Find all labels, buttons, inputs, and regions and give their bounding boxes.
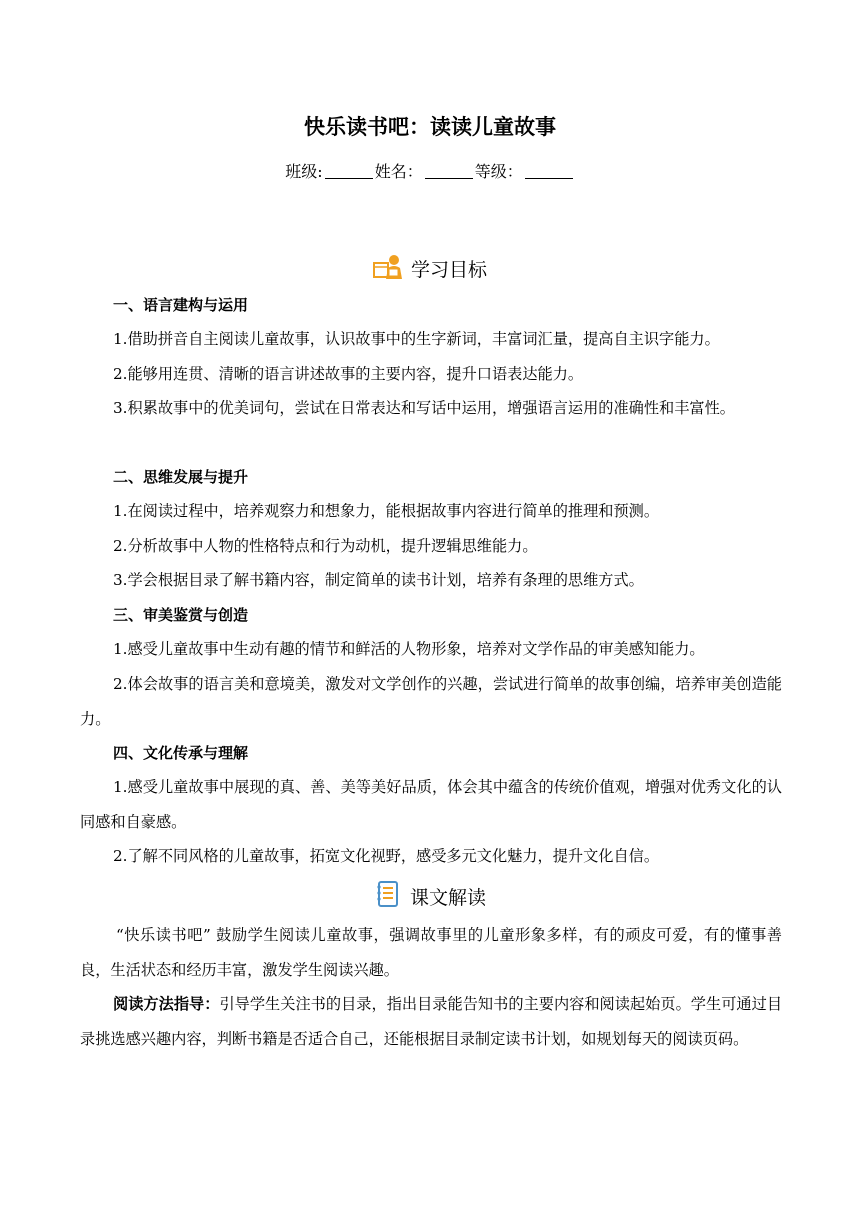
document-title: 快乐读书吧：读读儿童故事 [304, 115, 556, 139]
name-label: 姓名： [374, 162, 423, 181]
reading-method-body: 引导学生关注书的目录，指出目录能告知书的主要内容和阅读起始页。学生可通过目录挑选感兴趣内容，判断书籍是否适合自己，还能根据目录制定读书计划，如规划每天的阅读页码。 [80, 995, 783, 1048]
goal-item: 2.能够用连贯、清晰的语言讲述故事的主要内容，提升口语表达能力。 [113, 365, 584, 383]
class-blank[interactable] [325, 162, 373, 179]
group-title: 二、思维发展与提升 [113, 468, 249, 486]
goal-item: 1.感受儿童故事中生动有趣的情节和鲜活的人物形象，培养对文学作品的审美感知能力。 [113, 640, 705, 658]
goal-item: 1.借助拼音自主阅读儿童故事，认识故事中的生字新词，丰富词汇量，提高自主识字能力。 [113, 330, 720, 348]
goal-item: 3.积累故事中的优美词句，尝试在日常表达和写话中运用，增强语言运用的准确性和丰富性。 [113, 399, 735, 417]
student-info-line [0, 160, 860, 184]
section-heading-label: 课文解读 [409, 886, 486, 909]
goal-item: 3.学会根据目录了解书籍内容，制定简单的读书计划，培养有条理的思维方式。 [113, 571, 644, 589]
reading-method-lead: 阅读方法指导： [113, 995, 220, 1013]
section-heading-interpretation [0, 880, 860, 912]
goal-item: 2.分析故事中人物的性格特点和行为动机，提升逻辑思维能力。 [113, 537, 538, 555]
section-heading-goals [0, 252, 860, 284]
goal-item: 1.在阅读过程中，培养观察力和想象力，能根据故事内容进行简单的推理和预测。 [113, 502, 660, 520]
goal-item: 2.体会故事的语言美和意境美，激发对文学创作的兴趣，尝试进行简单的故事创编，培养审美创造能力。 [80, 675, 782, 728]
interpretation-paragraph: “快乐读书吧” 鼓励学生阅读儿童故事，强调故事里的儿童形象多样，有的顽皮可爱，有的懂事善良，生活状态和经历丰富，激发学生阅读兴趣。 [80, 926, 782, 979]
reading-method-paragraph [80, 987, 782, 1056]
group-title: 三、审美鉴赏与创造 [113, 606, 249, 624]
name-blank[interactable] [425, 162, 473, 179]
goal-item: 2.了解不同风格的儿童故事，拓宽文化视野，感受多元文化魅力，提升文化自信。 [113, 847, 660, 865]
class-label: 班级: [285, 162, 323, 181]
group-title: 四、文化传承与理解 [113, 744, 249, 762]
reading-child-icon [373, 252, 403, 284]
group-title: 一、语言建构与运用 [113, 296, 249, 314]
notebook-icon [374, 880, 402, 912]
grade-label: 等级： [474, 162, 523, 181]
section-heading-label: 学习目标 [410, 258, 487, 281]
grade-blank[interactable] [525, 162, 573, 179]
goal-item: 1.感受儿童故事中展现的真、善、美等美好品质，体会其中蕴含的传统价值观，增强对优秀文化的认同感和自豪感。 [80, 778, 782, 831]
